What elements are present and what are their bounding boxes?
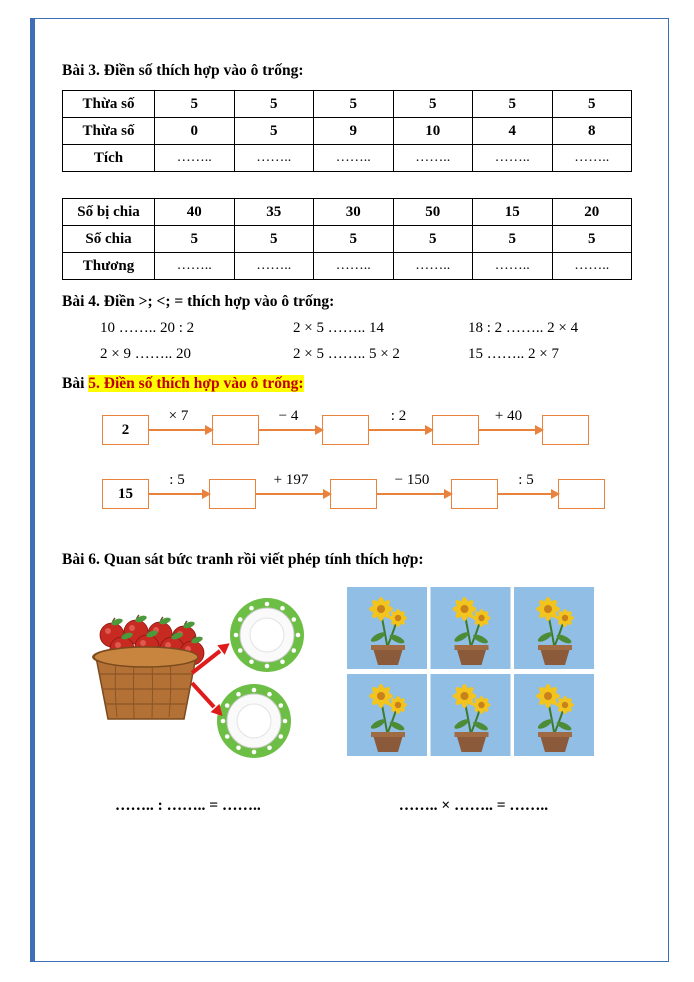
chain-op-label: − 4: [278, 408, 299, 424]
bai5-title-prefix: Bài: [62, 375, 89, 392]
table-cell: 10: [393, 118, 473, 145]
table-cell: 15: [473, 199, 553, 226]
bai6-equations: [62, 797, 637, 815]
table-cell: 5: [552, 226, 632, 253]
chain-arrow-icon: [498, 472, 558, 495]
comparison-expression: 15 …….. 2 × 7: [468, 346, 559, 362]
table-cell: 5: [473, 226, 553, 253]
chain-empty-box: [330, 479, 377, 509]
chain-empty-box: [209, 479, 256, 509]
chain-op-label: × 7: [168, 408, 189, 424]
bai5-title-highlighted: 5. Điền số thích hợp vào ô trống:: [88, 375, 304, 392]
comparison-expression: 10 …….. 20 : 2: [100, 320, 195, 336]
row-label-cell: Thương: [63, 253, 155, 280]
bai4-line-2: [62, 346, 637, 363]
table-cell: 5: [552, 91, 632, 118]
table-cell: 9: [314, 118, 394, 145]
answer-blank-cell: ……..: [473, 145, 553, 172]
answer-blank-cell: ……..: [155, 253, 235, 280]
chain-start-box: 15: [102, 479, 149, 509]
table-cell: 5: [234, 91, 314, 118]
answer-blank-cell: ……..: [393, 253, 473, 280]
comparison-expression: 2 × 9 …….. 20: [100, 346, 191, 362]
table-row: [63, 145, 632, 172]
comparison-expression: 2 × 5 …….. 5 × 2: [293, 346, 400, 362]
table-cell: 5: [155, 226, 235, 253]
answer-blank-cell: ……..: [552, 145, 632, 172]
apple-basket-plates-illustration: [84, 587, 319, 767]
bai6-figures: [84, 587, 637, 767]
answer-blank-cell: ……..: [473, 253, 553, 280]
multiplication-equation-blank: …….. × …….. = ……..: [398, 797, 549, 814]
comparison-expression: 2 × 5 …….. 14: [293, 320, 384, 336]
bai3-multiplication-table: [62, 90, 632, 172]
table-row: [63, 118, 632, 145]
answer-blank-cell: ……..: [155, 145, 235, 172]
answer-blank-cell: ……..: [393, 145, 473, 172]
row-label-cell: Tích: [63, 145, 155, 172]
table-cell: 5: [234, 118, 314, 145]
table-row: [63, 199, 632, 226]
table-cell: 35: [234, 199, 314, 226]
division-equation-blank: …….. : …….. = ……..: [115, 797, 261, 814]
table-cell: 20: [552, 199, 632, 226]
chain-op-label: + 197: [273, 472, 309, 488]
bai5-chain-1: [102, 408, 637, 445]
row-label-cell: Số chia: [63, 226, 155, 253]
table-cell: 5: [314, 226, 394, 253]
bai5-title: [62, 375, 637, 393]
table-cell: 4: [473, 118, 553, 145]
chain-op-label: : 2: [390, 408, 407, 424]
bai3-title: Bài 3. Điền số thích hợp vào ô trống:: [62, 62, 304, 79]
answer-blank-cell: ……..: [552, 253, 632, 280]
flower-pots-photo-grid: [347, 587, 594, 756]
chain-arrow-icon: [149, 472, 209, 495]
chain-arrow-icon: [369, 408, 432, 431]
answer-blank-cell: ……..: [314, 253, 394, 280]
chain-empty-box: [542, 415, 589, 445]
bai6-title: Bài 6. Quan sát bức tranh rồi viết phép tính thích hợp:: [62, 551, 424, 568]
bai3-division-table: [62, 198, 632, 280]
table-cell: 5: [314, 91, 394, 118]
row-label-cell: Thừa số: [63, 118, 155, 145]
table-cell: 0: [155, 118, 235, 145]
chain-start-box: 2: [102, 415, 149, 445]
chain-arrow-icon: [259, 408, 322, 431]
row-label-cell: Số bị chia: [63, 199, 155, 226]
table-cell: 5: [155, 91, 235, 118]
comparison-expression: 18 : 2 …….. 2 × 4: [468, 320, 579, 336]
chain-arrow-icon: [479, 408, 542, 431]
row-label-cell: Thừa số: [63, 91, 155, 118]
chain-op-label: : 5: [169, 472, 185, 488]
table-cell: 5: [393, 226, 473, 253]
table-row: [63, 253, 632, 280]
chain-empty-box: [451, 479, 498, 509]
chain-empty-box: [212, 415, 259, 445]
chain-arrow-icon: [256, 472, 330, 495]
bai4-line-1: [62, 320, 637, 337]
bai5-chain-2: [102, 472, 637, 509]
answer-blank-cell: ……..: [234, 145, 314, 172]
table-cell: 8: [552, 118, 632, 145]
answer-blank-cell: ……..: [234, 253, 314, 280]
chain-empty-box: [432, 415, 479, 445]
chain-op-label: : 5: [518, 472, 534, 488]
table-cell: 5: [473, 91, 553, 118]
table-row: [63, 226, 632, 253]
red-arrow-icon: [192, 683, 227, 720]
bai4-title: Bài 4. Điền >; <; = thích hợp vào ô trống:: [62, 293, 335, 310]
chain-op-label: + 40: [494, 408, 523, 424]
chain-arrow-icon: [377, 472, 451, 495]
table-cell: 40: [155, 199, 235, 226]
answer-blank-cell: ……..: [314, 145, 394, 172]
chain-op-label: − 150: [394, 472, 430, 488]
table-row: [63, 91, 632, 118]
table-cell: 50: [393, 199, 473, 226]
table-cell: 5: [234, 226, 314, 253]
table-cell: 5: [393, 91, 473, 118]
chain-empty-box: [322, 415, 369, 445]
table-cell: 30: [314, 199, 394, 226]
chain-arrow-icon: [149, 408, 212, 431]
chain-empty-box: [558, 479, 605, 509]
worksheet-content: [62, 62, 637, 815]
